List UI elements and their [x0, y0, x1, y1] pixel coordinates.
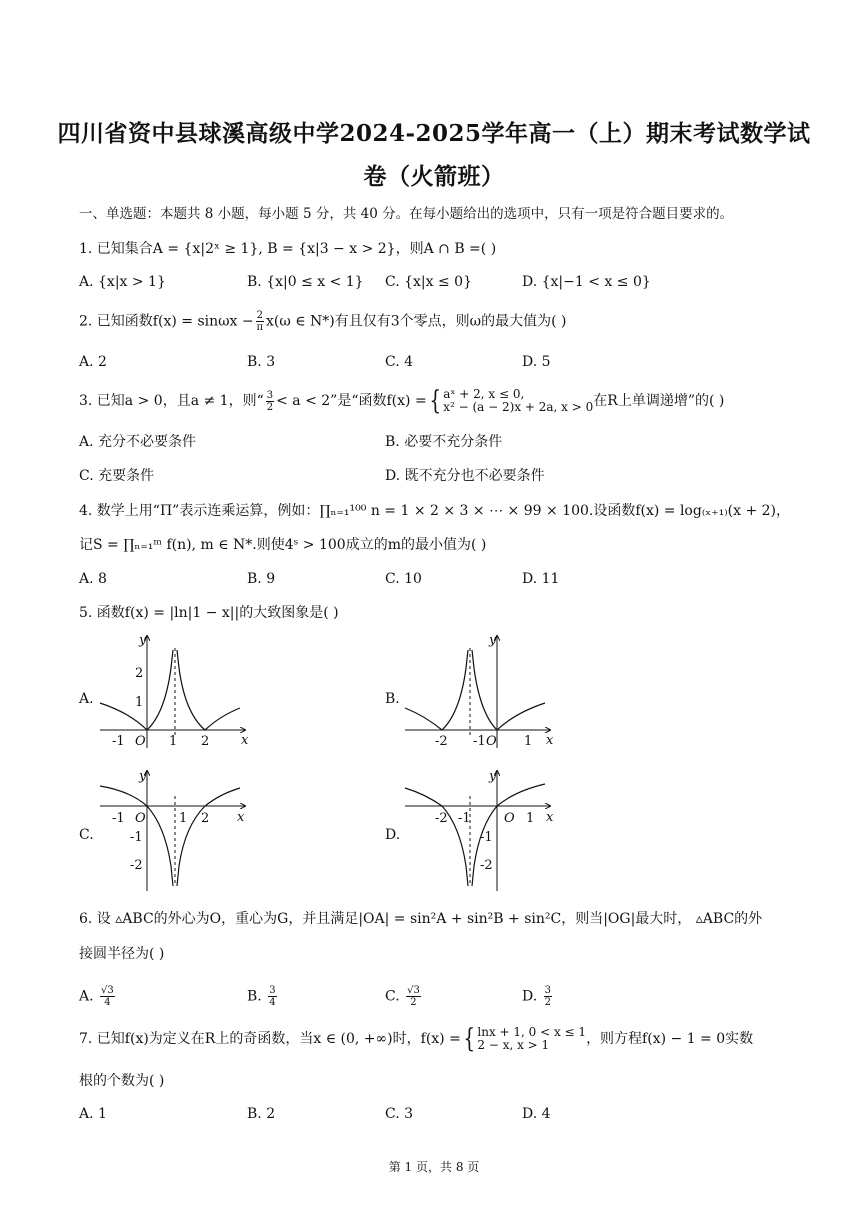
q7-case1: lnx + 1, 0 < x ≤ 1 [477, 1025, 587, 1039]
q3-frac-den: 2 [266, 401, 274, 413]
q5-graph-b [400, 628, 560, 753]
q1-option-a: A. {x|x > 1} [79, 274, 166, 290]
q1-stem: 1. 已知集合A = {x|2ˣ ≥ 1}, B = {x|3 − x > 2}，则A ∩ B =( ) [79, 241, 497, 257]
graph-d-x-label: x [546, 810, 554, 825]
graph-b-y-label: y [489, 633, 497, 648]
q5-graph-d [400, 766, 560, 894]
graph-d-origin: O [504, 811, 515, 826]
q3-cases [443, 388, 593, 414]
graph-a-tick: -1 [112, 734, 125, 749]
q4-option-c: C. 10 [385, 571, 422, 587]
section-heading: 一、单选题：本题共 8 小题，每小题 5 分，共 40 分。在每小题给出的选项中，只有一项是符合题目要求的。 [79, 206, 734, 222]
q7-stem-part1: 7. 已知f(x)为定义在R上的奇函数，当x ∈ (0, +∞)时，f(x) = [79, 1031, 461, 1047]
graph-d-tick: -1 [480, 830, 493, 845]
q2-option-b: B. 3 [247, 354, 276, 370]
graph-c-tick: -2 [130, 858, 143, 873]
q7-option-a: A. 1 [79, 1106, 107, 1122]
q6-option-b-frac [268, 985, 276, 1008]
frac-num: √3 [101, 985, 114, 996]
q2-option-d: D. 5 [522, 354, 551, 370]
q1-option-b: B. {x|0 ≤ x < 1} [247, 274, 364, 290]
exam-title-line2: 卷（火箭班） [363, 163, 505, 190]
q2-stem-part1: 2. 已知函数f(x) = sinωx − [79, 313, 254, 330]
graph-c-tick: -1 [130, 830, 143, 845]
graph-a-tick: 2 [201, 734, 210, 749]
q4-option-d: D. 11 [522, 571, 560, 587]
graph-a-tick: 2 [135, 666, 144, 681]
q3-option-a: A. 充分不必要条件 [79, 434, 197, 450]
exam-title-line1: 四川省资中县球溪高级中学2024-2025学年高一（上）期末考试数学试 [57, 120, 811, 147]
q4-option-a: A. 8 [79, 571, 107, 587]
q7-option-c: C. 3 [385, 1106, 414, 1122]
frac-den: 2 [544, 997, 552, 1008]
q2-stem [79, 310, 566, 333]
q7-stem-line1 [79, 1026, 753, 1052]
q4-option-b: B. 9 [247, 571, 276, 587]
graph-b-tick: 1 [524, 734, 533, 749]
q5-option-a-label: A. [79, 691, 94, 707]
q6-option-a [79, 985, 117, 1008]
graph-c-tick: 2 [201, 811, 210, 826]
graph-d-tick: -2 [435, 811, 448, 826]
graph-a-origin: O [135, 734, 146, 749]
q3-option-c: C. 充要条件 [79, 468, 155, 484]
q5-option-d-label: D. [385, 827, 401, 843]
q7-stem-part2: ，则方程f(x) − 1 = 0实数 [586, 1031, 754, 1047]
graph-d-tick: -2 [480, 858, 493, 873]
q7-stem-line2: 根的个数为( ) [79, 1073, 165, 1089]
graph-c-tick: 1 [179, 811, 188, 826]
frac-den: 4 [104, 997, 111, 1008]
q3-option-b: B. 必要不充分条件 [385, 434, 503, 450]
q3-stem-part3: 在R上单调递增”的( ) [593, 393, 725, 409]
frac-num: 3 [544, 985, 552, 996]
graph-b-tick: -1 [473, 734, 486, 749]
q7-case2: 2 − x, x > 1 [477, 1038, 550, 1052]
frac-den: 2 [410, 997, 417, 1008]
q3-option-d: D. 既不充分也不必要条件 [385, 468, 545, 484]
q1-option-c: C. {x|x ≤ 0} [385, 274, 472, 290]
graph-c-x-label: x [237, 810, 245, 825]
q3-case1: aˣ + 2, x ≤ 0, [443, 387, 525, 401]
frac-num: 3 [269, 985, 276, 996]
q3-brace: { [429, 386, 441, 416]
q2-frac-den: π [256, 322, 264, 333]
page-footer: 第 1 页，共 8 页 [388, 1160, 480, 1174]
q5-stem: 5. 函数f(x) = |ln|1 − x||的大致图象是( ) [79, 605, 339, 621]
q5-option-b-label: B. [385, 691, 400, 707]
q3-fraction [266, 390, 274, 413]
q6-option-a-frac [100, 985, 115, 1008]
q6-stem-line2: 接圆半径为( ) [79, 946, 165, 962]
q5-option-c-label: C. [79, 827, 94, 843]
q3-stem-part1: 3. 已知a > 0，且a ≠ 1，则“ [79, 393, 264, 409]
graph-a-y-label: y [139, 633, 147, 648]
q3-stem-part2: < a < 2”是“函数f(x) = [276, 393, 427, 409]
q1-option-d: D. {x|−1 < x ≤ 0} [522, 274, 651, 290]
q5-graph-a [95, 628, 255, 753]
graph-c-tick: -1 [112, 811, 125, 826]
graph-a-tick: 1 [135, 695, 144, 710]
q2-frac-num: 2 [256, 310, 263, 321]
q3-stem [79, 388, 724, 414]
q6-option-a-label: A. [79, 988, 94, 1005]
graph-b-x-label: x [546, 733, 554, 748]
graph-a-tick: 1 [169, 734, 178, 749]
q7-option-b: B. 2 [247, 1106, 276, 1122]
q6-option-b [247, 985, 279, 1008]
q6-option-c-frac [406, 985, 421, 1008]
q2-stem-part2: x(ω ∈ N*)有且仅有3个零点，则ω的最大值为( ) [266, 313, 567, 330]
q6-option-b-label: B. [247, 988, 262, 1005]
q7-cases [477, 1026, 586, 1052]
q3-case2: x² − (a − 2)x + 2a, x > 0 [443, 400, 594, 414]
frac-num: √3 [407, 985, 420, 996]
graph-c-origin: O [135, 811, 146, 826]
q2-fraction [256, 310, 264, 333]
graph-b-tick: -2 [435, 734, 448, 749]
graph-d-y-label: y [489, 769, 497, 784]
q6-stem-line1: 6. 设 ▵ABC的外心为O，重心为G，并且满足|OA| = sin²A + sin²B + sin²C，则当|OG|最大时， ▵ABC的外 [79, 911, 763, 927]
q7-option-d: D. 4 [522, 1106, 551, 1122]
q5-graph-c [95, 766, 255, 894]
graph-c-y-label: y [139, 769, 147, 784]
q4-stem-line2: 记S = ∏ₙ₌₁ᵐ f(n), m ∈ N*.则使4ˢ > 100成立的m的最小值为( ) [79, 537, 487, 553]
q4-stem-line1: 4. 数学上用“Π”表示连乘运算，例如：∏ₙ₌₁¹⁰⁰ n = 1 × 2 × 3 × ⋯ × 99 × 100.设函数f(x) = log₍ₓ₊₁₎(x + 2)， [79, 503, 790, 519]
q6-option-c-label: C. [385, 988, 400, 1005]
q6-option-c [385, 985, 423, 1008]
q6-option-d-label: D. [522, 988, 538, 1005]
q6-option-d-frac [544, 985, 552, 1008]
q2-option-a: A. 2 [79, 354, 107, 370]
q2-option-c: C. 4 [385, 354, 414, 370]
graph-b-origin: O [486, 734, 497, 749]
graph-d-tick: -1 [458, 811, 471, 826]
q3-frac-num: 3 [266, 389, 274, 401]
frac-den: 4 [269, 997, 276, 1008]
graph-a-x-label: x [241, 733, 249, 748]
q7-brace: { [463, 1024, 475, 1054]
graph-d-tick: 1 [526, 811, 535, 826]
q6-option-d [522, 985, 554, 1008]
